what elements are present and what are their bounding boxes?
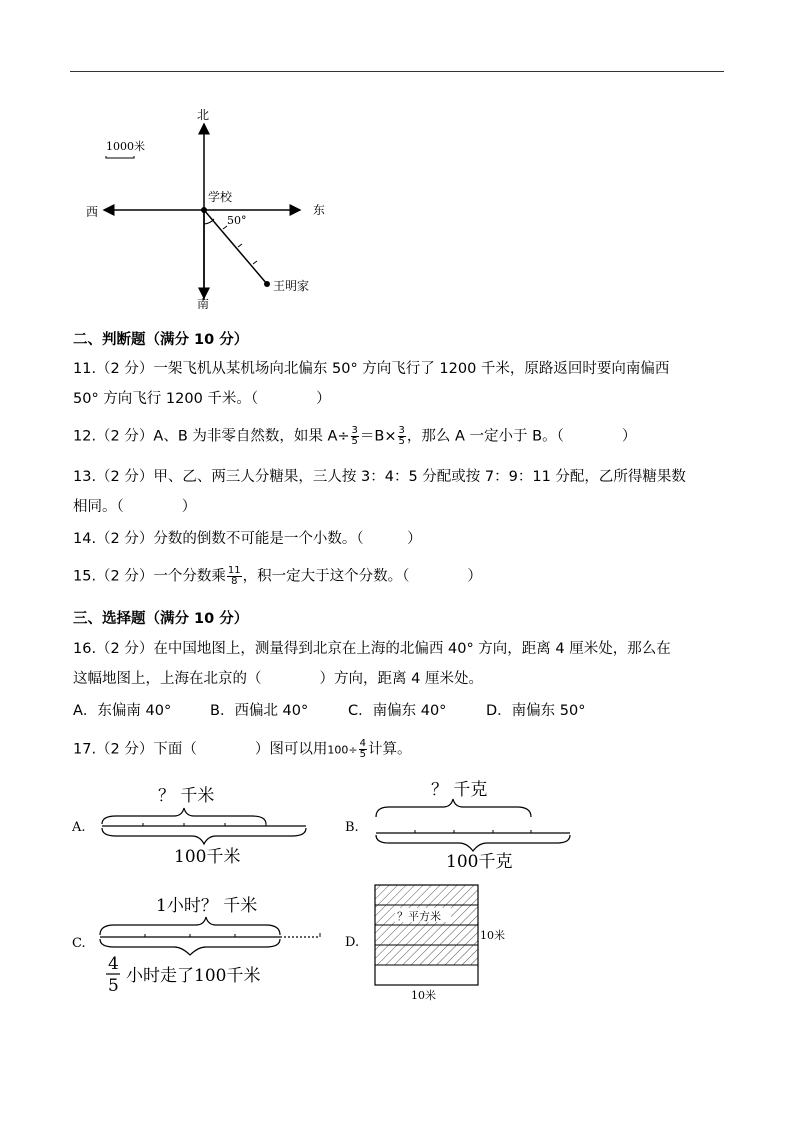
q11-line1: 11.（2 分）一架飞机从某机场向北偏东 50° 方向飞行了 1200 千米，原路返回时要向南偏西 bbox=[73, 361, 670, 377]
south-label: 南 bbox=[197, 297, 210, 311]
figure-c-den: 5 bbox=[108, 976, 119, 995]
q17-suffix: 计算。 bbox=[368, 741, 412, 758]
figure-d-label: D. bbox=[345, 935, 360, 950]
compass-diagram bbox=[70, 100, 350, 315]
figure-c-top-label: 1小时？ 千米 bbox=[156, 896, 258, 916]
angle-label: 50° bbox=[227, 214, 247, 227]
figure-b-label: B. bbox=[345, 820, 359, 835]
q17-fraction: $\frac{4}{5}$ bbox=[359, 738, 366, 760]
tick bbox=[253, 261, 257, 264]
q12-prefix: 12.（2 分）A、B 为非零自然数，如果 A÷ bbox=[73, 428, 350, 445]
figure-c-bottom-label: 小时走了100千米 bbox=[126, 966, 261, 986]
figure-b bbox=[343, 775, 583, 875]
bottom-brace bbox=[100, 939, 280, 955]
q17-expr: 100÷ bbox=[327, 743, 358, 757]
figure-c bbox=[70, 885, 330, 995]
top-brace bbox=[102, 808, 266, 824]
home-point bbox=[264, 281, 270, 287]
q12-suffix: ，那么 A 一定小于 B。（ ） bbox=[406, 428, 637, 445]
q12-fraction-1: $\frac{3}{5}$ bbox=[351, 425, 358, 447]
q16-option-c: C．南偏东 40° bbox=[348, 703, 447, 719]
west-label: 西 bbox=[86, 205, 99, 219]
q15-prefix: 15.（2 分）一个分数乘 bbox=[73, 568, 226, 585]
q12-fraction-2: $\frac{3}{5}$ bbox=[398, 425, 405, 447]
school-label: 学校 bbox=[208, 190, 233, 204]
section2-title: 二、判断题（满分 10 分） bbox=[73, 332, 249, 348]
tick bbox=[238, 244, 242, 247]
q16-line1: 16.（2 分）在中国地图上，测量得到北京在上海的北偏西 40° 方向，距离 4 厘米处，那么在 bbox=[73, 641, 671, 657]
q14: 14.（2 分）分数的倒数不可能是一个小数。（ ） bbox=[73, 531, 422, 547]
figure-d-inner-label: ？平方米 bbox=[397, 910, 441, 923]
figure-d-side-label: 10米 bbox=[480, 929, 505, 942]
q17 bbox=[73, 739, 412, 761]
q15 bbox=[73, 566, 482, 587]
q13-line1: 13.（2 分）甲、乙、两三人分糖果，三人按 3：4：5 分配或按 7：9：11 分配，乙所得糖果数 bbox=[73, 469, 686, 485]
figure-d-base-label: 10米 bbox=[411, 989, 436, 1002]
q17-prefix: 17.（2 分）下面（ ）图可以用 bbox=[73, 741, 328, 758]
home-label: 王明家 bbox=[273, 279, 310, 293]
q12 bbox=[73, 426, 636, 447]
figure-a-label: A. bbox=[72, 820, 86, 835]
q12-mid: ＝B× bbox=[359, 428, 397, 445]
bottom-brace bbox=[102, 828, 306, 844]
figure-d bbox=[343, 880, 523, 1005]
figure-b-bottom-label: 100千克 bbox=[446, 852, 513, 872]
figure-b-top-label: ？ 千克 bbox=[431, 780, 488, 800]
top-brace bbox=[100, 917, 280, 935]
figure-a bbox=[70, 780, 320, 870]
figure-a-top-label: ？ 千米 bbox=[158, 786, 215, 806]
figure-a-bottom-label: 100千米 bbox=[174, 847, 241, 867]
scale-label: 1000米 bbox=[106, 140, 145, 153]
q16-option-a: A．东偏南 40° bbox=[73, 703, 172, 719]
east-label: 东 bbox=[313, 203, 326, 217]
north-label: 北 bbox=[197, 108, 210, 122]
bottom-brace bbox=[376, 835, 570, 851]
q16-option-d: D．南偏东 50° bbox=[486, 703, 586, 719]
figure-c-num: 4 bbox=[108, 954, 119, 974]
q15-fraction: $\frac{11}{8}$ bbox=[227, 565, 241, 587]
section3-title: 三、选择题（满分 10 分） bbox=[73, 611, 249, 627]
header-rule bbox=[70, 71, 724, 72]
top-brace bbox=[376, 799, 531, 817]
school-point bbox=[201, 207, 207, 213]
q13-line2: 相同。（ ） bbox=[73, 499, 197, 515]
q16-option-b: B．西偏北 40° bbox=[210, 703, 309, 719]
scale-bar bbox=[106, 156, 134, 158]
q11-line2: 50° 方向飞行 1200 千米。（ ） bbox=[73, 391, 331, 407]
figure-c-label: C. bbox=[72, 936, 86, 951]
q16-line2: 这幅地图上，上海在北京的（ ）方向，距离 4 厘米处。 bbox=[73, 671, 483, 687]
q15-suffix: ，积一定大于这个分数。（ ） bbox=[242, 568, 482, 585]
